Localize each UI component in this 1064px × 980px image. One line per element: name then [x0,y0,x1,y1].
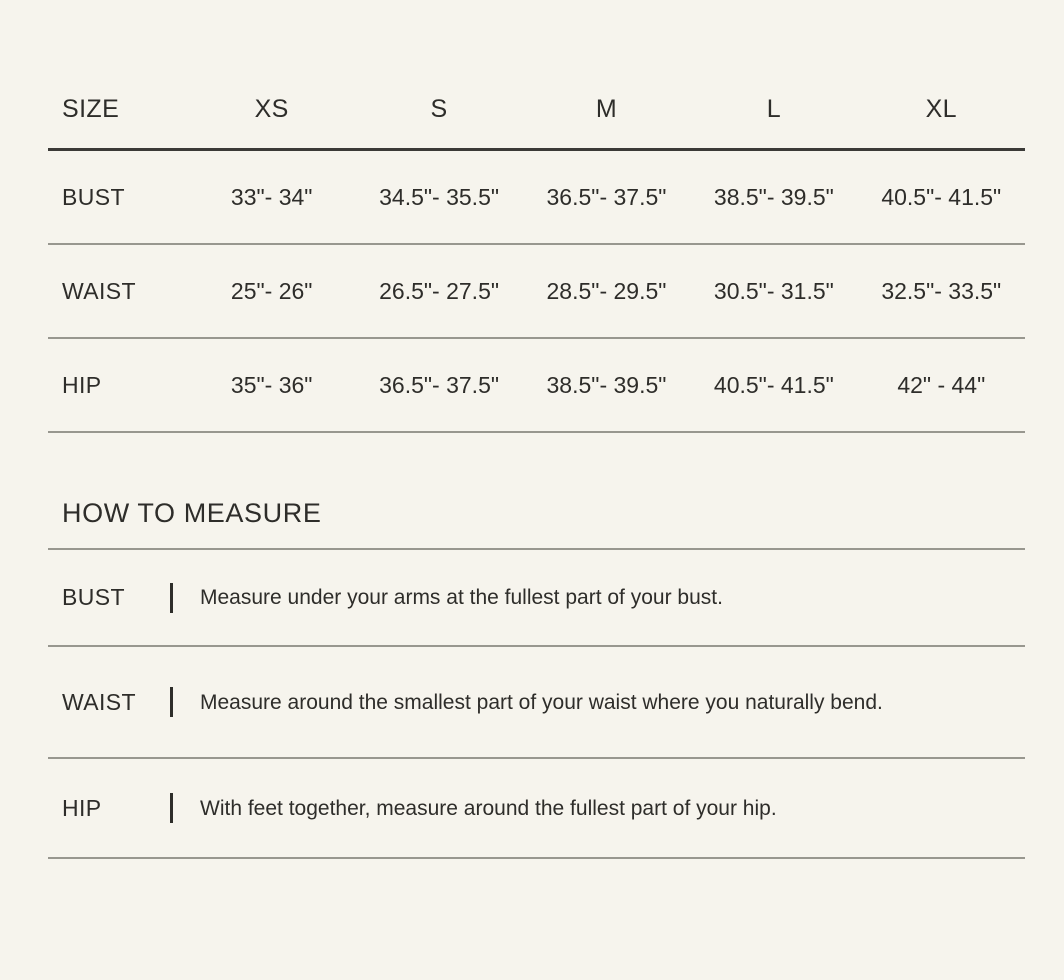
row-label-bust: BUST [62,183,125,210]
table-row-bust [48,150,1025,245]
instruction-text-bust: Measure under your arms at the fullest part of your bust. [200,586,723,609]
size-cell: 42" - 44" [897,371,986,398]
size-cell: 36.5"- 37.5" [546,183,667,210]
size-guide-page [0,70,1064,980]
size-cell: 38.5"- 39.5" [546,371,667,398]
divider-bar [170,583,173,613]
table-row-waist [48,244,1025,338]
size-cell: 33"- 34" [230,183,313,210]
size-chart-table [48,70,1025,433]
size-cell: 32.5"- 33.5" [881,277,1002,304]
divider-bar [170,793,173,823]
size-cell: 26.5"- 27.5" [379,277,500,304]
how-to-measure-title: HOW TO MEASURE [62,498,322,528]
instruction-label-hip: HIP [62,794,102,821]
size-cell: 30.5"- 31.5" [713,277,834,304]
column-header-m: M [595,94,618,123]
table-row-hip [48,338,1025,432]
instruction-label-bust: BUST [62,584,125,610]
row-label-hip: HIP [62,371,102,398]
instruction-text-hip: With feet together, measure around the fullest part of your hip. [200,796,777,820]
column-header-xs: XS [254,94,289,123]
size-chart-header-row [48,70,1025,150]
divider-bar [170,687,173,717]
instruction-label-waist: WAIST [62,688,136,715]
size-cell: 35"- 36" [230,371,313,398]
size-cell: 34.5"- 35.5" [379,183,500,210]
instruction-row-waist [48,647,1025,759]
instruction-row-bust [48,550,1025,647]
size-cell: 36.5"- 37.5" [379,371,500,398]
size-cell: 28.5"- 29.5" [546,277,667,304]
size-column-header: SIZE [62,94,120,123]
column-header-l: L [766,94,782,123]
size-cell: 25"- 26" [230,277,313,304]
measure-instructions [48,548,1025,859]
instruction-row-hip [48,759,1025,859]
size-cell: 40.5"- 41.5" [713,371,834,398]
column-header-xl: XL [925,94,957,123]
row-label-waist: WAIST [62,277,136,304]
instruction-text-waist: Measure around the smallest part of your waist where you naturally bend. [200,690,883,714]
column-header-s: S [430,94,448,123]
size-cell: 38.5"- 39.5" [713,183,834,210]
size-cell: 40.5"- 41.5" [881,183,1002,210]
